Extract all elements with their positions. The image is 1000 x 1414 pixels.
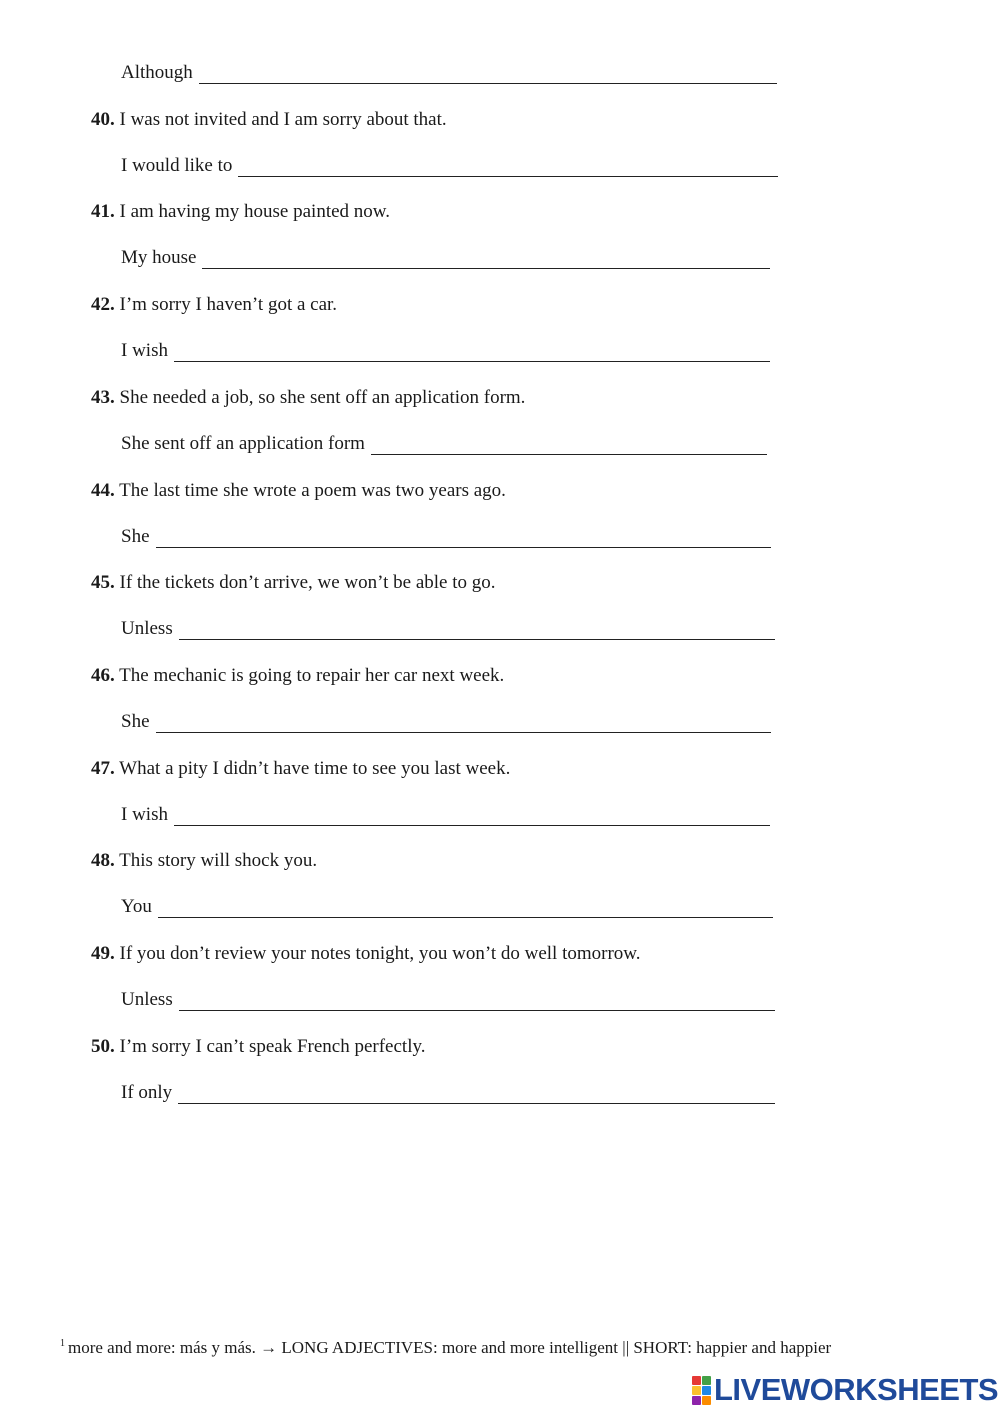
question-prompt [91,758,510,780]
question-number: 49. [91,943,115,964]
answer-line [121,1082,775,1104]
question-prompt [91,665,504,687]
answer-blank[interactable] [199,66,777,84]
question-text: I am having my house painted now. [119,201,391,222]
answer-line [121,711,771,733]
answer-line [121,896,773,918]
question-text: If the tickets don’t arrive, we won’t be able to go. [119,572,496,593]
answer-line [121,433,767,455]
answer-line [121,526,771,548]
answer-stem: Unless [121,618,173,639]
footnote-mark: 1 [60,1338,65,1349]
answer-line [121,340,770,362]
footnote-text: more and more: más y más. → LONG ADJECTIVES: more and more intelligent || SHORT: happier and happier [68,1338,832,1357]
answer-line [121,989,775,1011]
logo-text: LIVEWORKSHEETS [714,1372,999,1407]
question-prompt [91,572,496,594]
question-prompt [91,201,390,223]
question-number: 43. [91,387,115,408]
question-text: The last time she wrote a poem was two years ago. [119,480,506,501]
answer-blank[interactable] [174,808,770,826]
footnote [60,1333,831,1359]
logo-tile [692,1386,701,1395]
answer-line [121,155,778,177]
question-number: 42. [91,294,115,315]
question-text: I’m sorry I haven’t got a car. [119,294,338,315]
answer-stem: Although [121,62,193,83]
answer-blank[interactable] [238,159,778,177]
question-number: 45. [91,572,115,593]
answer-blank[interactable] [174,344,770,362]
question-number: 47. [91,758,115,779]
question-prompt [91,480,506,502]
logo-tile [702,1386,711,1395]
question-text: I’m sorry I can’t speak French perfectly. [119,1036,426,1057]
question-prompt [91,294,337,316]
answer-stem: I wish [121,340,168,361]
question-number: 50. [91,1036,115,1057]
answer-stem: Unless [121,989,173,1010]
question-number: 44. [91,480,115,501]
answer-stem: I would like to [121,155,233,176]
answer-blank[interactable] [158,900,773,918]
answer-blank[interactable] [178,1086,775,1104]
logo-tile [702,1376,711,1385]
answer-stem: If only [121,1082,173,1103]
logo-tile [702,1396,711,1405]
answer-stem: I wish [121,804,168,825]
answer-stem: She [121,526,150,547]
answer-stem: My house [121,247,197,268]
question-number: 41. [91,201,115,222]
question-text: This story will shock you. [119,850,318,871]
logo-tile [692,1376,701,1385]
question-text: She needed a job, so she sent off an application form. [119,387,526,408]
answer-blank[interactable] [202,251,770,269]
answer-line [121,62,777,84]
question-prompt [91,109,447,131]
question-number: 46. [91,665,115,686]
answer-blank[interactable] [179,993,775,1011]
question-text: What a pity I didn’t have time to see you last week. [119,758,511,779]
answer-line [121,618,775,640]
question-text: If you don’t review your notes tonight, you won’t do well tomorrow. [119,943,641,964]
question-text: I was not invited and I am sorry about that. [119,109,447,130]
answer-stem: She sent off an application form [121,433,365,454]
liveworksheets-logo [692,1372,998,1408]
question-text: The mechanic is going to repair her car next week. [119,665,505,686]
answer-line [121,804,770,826]
question-number: 40. [91,109,115,130]
answer-stem: You [121,896,152,917]
question-number: 48. [91,850,115,871]
logo-tiles-icon [692,1376,711,1405]
question-prompt [91,943,641,965]
answer-blank[interactable] [371,437,767,455]
question-prompt [91,1036,426,1058]
answer-line [121,247,770,269]
answer-stem: She [121,711,150,732]
question-prompt [91,850,317,872]
answer-blank[interactable] [156,530,771,548]
answer-blank[interactable] [156,715,771,733]
answer-blank[interactable] [179,622,775,640]
logo-tile [692,1396,701,1405]
question-prompt [91,387,525,409]
